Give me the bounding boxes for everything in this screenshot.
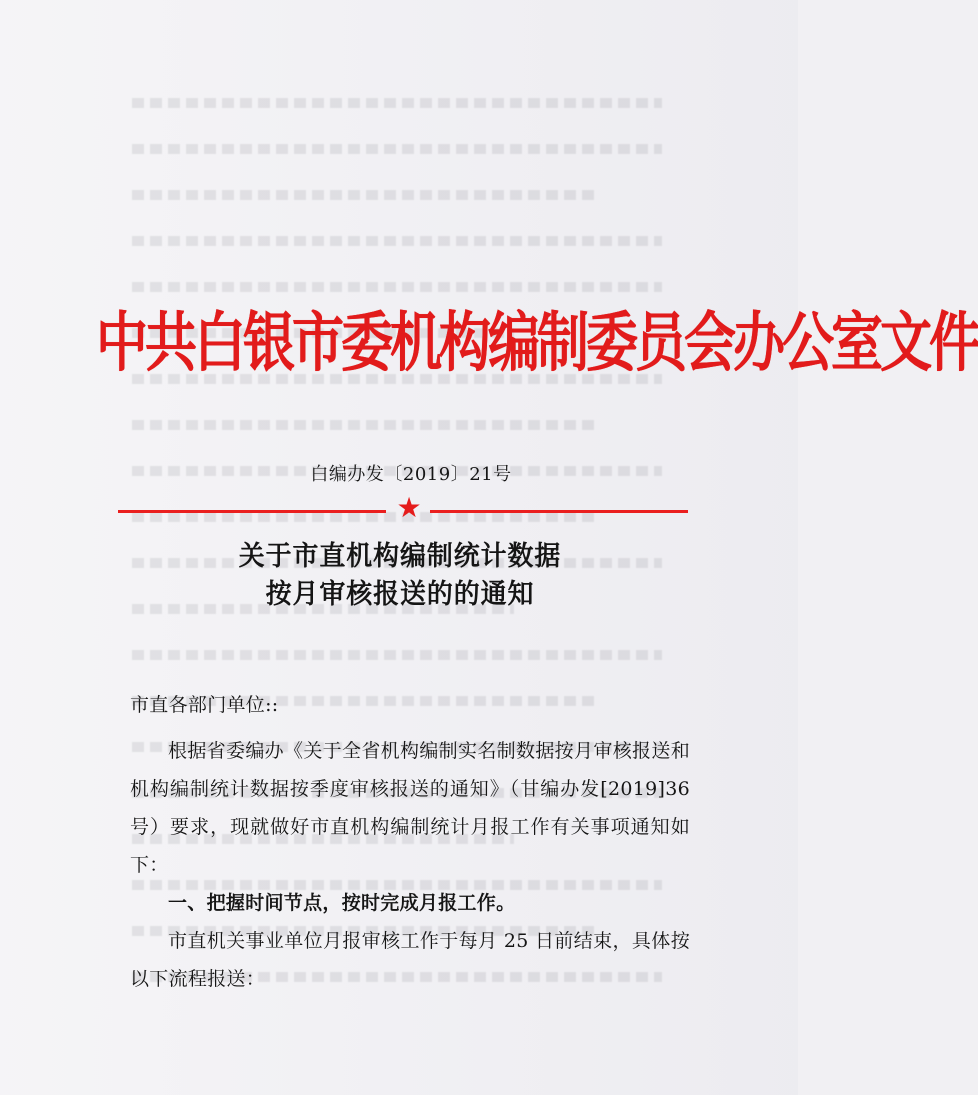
document-header-title: 中共白银市委机构编制委员会办公室文件 <box>96 305 978 382</box>
red-rule-right <box>430 510 688 513</box>
notice-title <box>196 538 603 614</box>
star-icon: ★ <box>396 491 422 524</box>
notice-title-line-1: 关于市直机构编制统计数据 <box>238 541 562 572</box>
paragraph-2: 市直机关事业单位月报审核工作于每月 25 日前结束，具体按以下流程报送： <box>130 930 690 990</box>
red-rule-left <box>118 510 386 513</box>
notice-title-line-2: 按月审核报送的的通知 <box>265 579 535 610</box>
paragraph-1: 根据省委编办《关于全省机构编制实名制数据按月审核报送和机构编制统计数据按季度审核报送的通知》（甘编办发[2019]36号）要求，现就做好市直机构编制统计月报工作有关事项通知如下： <box>130 740 690 876</box>
section-heading-1: 一、把握时间节点，按时完成月报工作。 <box>168 892 516 914</box>
document-number: 白编办发〔2019〕21号 <box>310 464 512 485</box>
salutation: 市直各部门单位:: <box>130 694 279 716</box>
document-body <box>130 686 690 998</box>
